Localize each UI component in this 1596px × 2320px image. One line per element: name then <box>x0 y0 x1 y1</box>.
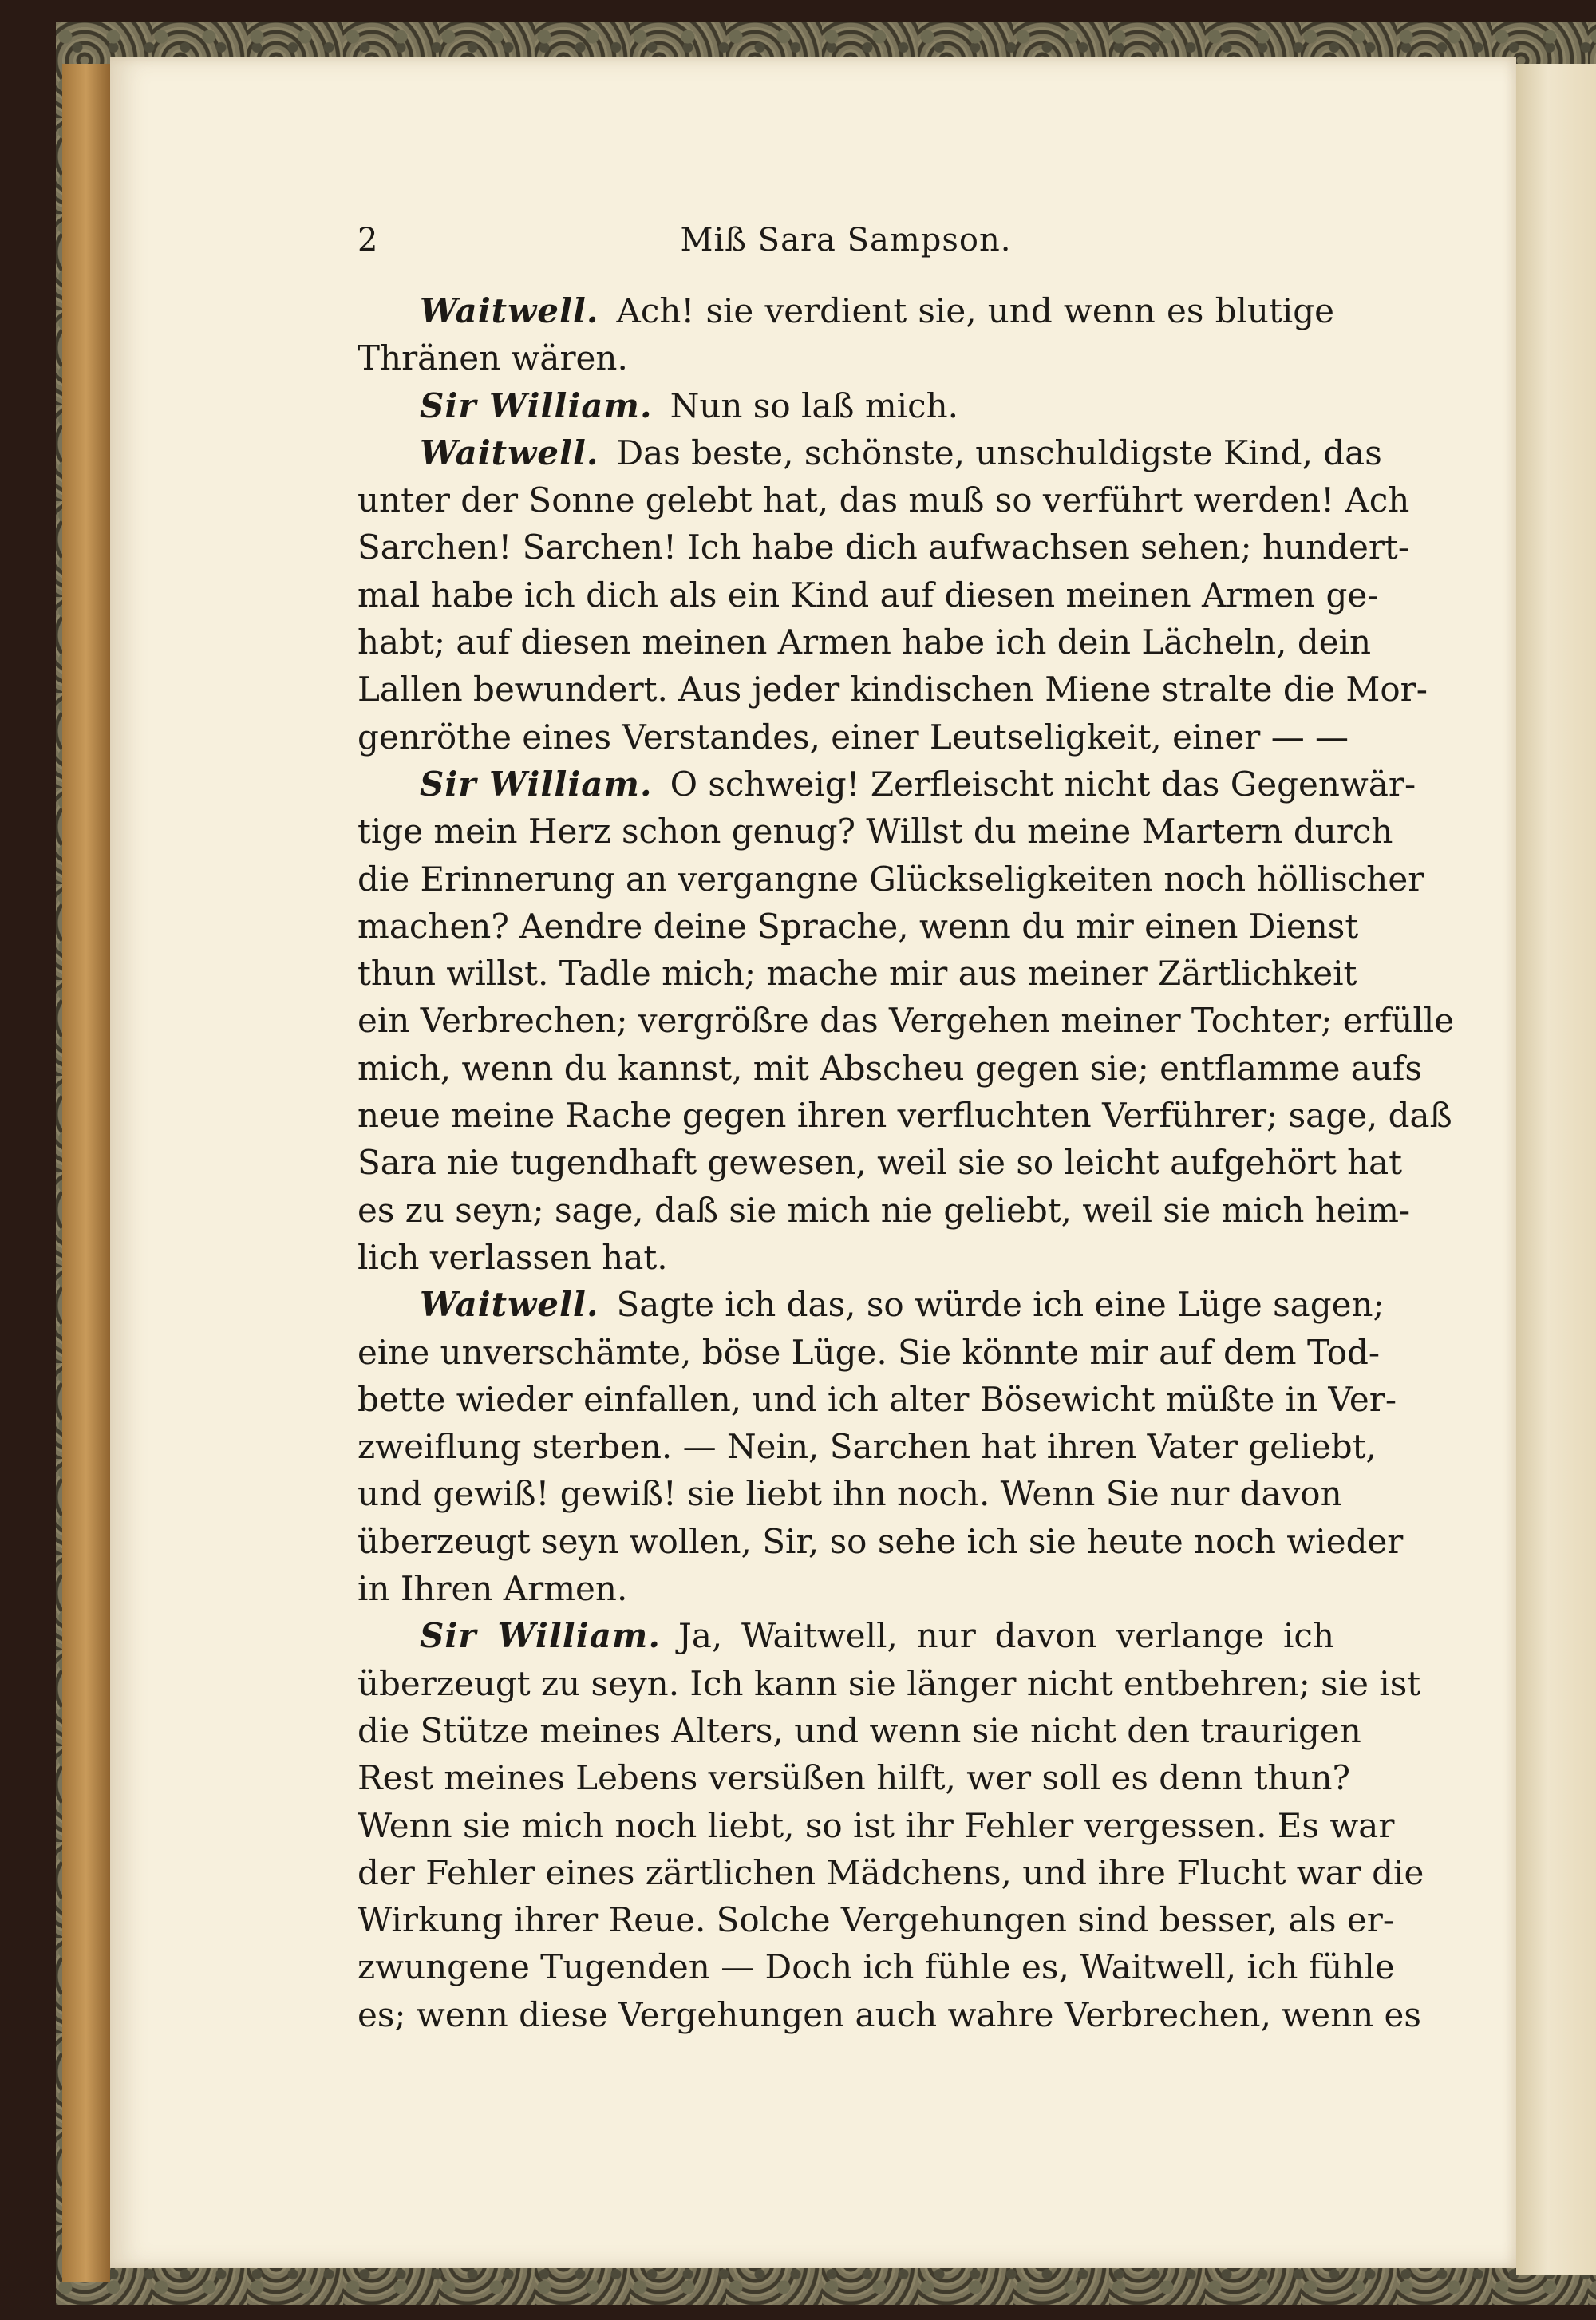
page-number: 2 <box>358 222 378 259</box>
line-text: es zu seyn; sage, daß sie mich nie geliebt, weil sie mich heim- <box>358 1190 1411 1230</box>
line-text: mich, wenn du kannst, mit Abscheu gegen sie; entflamme aufs <box>358 1048 1422 1088</box>
line-text: eine unverschämte, böse Lüge. Sie könnte mir auf dem Tod- <box>358 1332 1381 1372</box>
line-text: Ach! sie verdient sie, und wenn es blutige <box>616 291 1334 330</box>
text-line <box>358 1376 1397 1423</box>
text-line <box>358 713 1349 761</box>
line-text: zwungene Tugenden — Doch ich fühle es, Waitwell, ich fühle <box>358 1947 1395 1987</box>
line-text: Wenn sie mich noch liebt, so ist ihr Fehler vergessen. Es war <box>358 1805 1395 1845</box>
text-line <box>358 903 1359 950</box>
text-line <box>358 1329 1381 1376</box>
line-text: thun willst. Tadle mich; mache mir aus meiner Zärtlichkeit <box>358 954 1357 994</box>
line-text: habt; auf diesen meinen Armen habe ich dein Lächeln, dein <box>358 622 1372 662</box>
line-text: neue meine Rache gegen ihren verfluchten Verführer; sage, daß <box>358 1096 1452 1136</box>
text-line <box>358 1470 1342 1517</box>
text-line <box>358 1281 1385 1328</box>
line-text: die Stütze meines Alters, und wenn sie nicht den traurigen <box>358 1710 1361 1750</box>
text-line <box>358 1139 1403 1186</box>
line-text: Thränen wären. <box>358 338 628 378</box>
text-line <box>358 1802 1395 1849</box>
text-line <box>358 524 1410 571</box>
speaker-name: Sir William. <box>420 1616 661 1656</box>
line-text: O schweig! Zerfleischt nicht das Gegenwär- <box>670 764 1416 804</box>
text-line <box>358 1518 1404 1565</box>
line-text: Sagte ich das, so würde ich eine Lüge sagen; <box>616 1285 1385 1325</box>
text-line <box>358 1187 1411 1234</box>
speaker-name: Waitwell. <box>420 433 599 472</box>
text-line <box>358 950 1357 997</box>
facing-page-edge <box>1516 64 1596 2275</box>
line-text: Sara nie tugendhaft gewesen, weil sie so leicht aufgehört hat <box>358 1143 1403 1183</box>
text-line <box>358 1612 1334 1659</box>
text-line <box>358 856 1424 903</box>
text-line <box>358 1092 1452 1139</box>
line-text: unter der Sonne gelebt hat, das muß so verführt werden! Ach <box>358 480 1410 520</box>
line-text: Sarchen! Sarchen! Ich habe dich aufwachsen sehen; hundert- <box>358 528 1410 567</box>
text-line <box>358 1896 1395 1943</box>
page-edge <box>62 64 110 2282</box>
line-text: Wirkung ihrer Reue. Solche Vergehungen sind besser, als er- <box>358 1900 1395 1940</box>
line-text: in Ihren Armen. <box>358 1569 628 1609</box>
text-line <box>358 1754 1351 1801</box>
running-title: Miß Sara Sampson. <box>680 222 1012 259</box>
text-line <box>358 429 1382 476</box>
text-line <box>358 1423 1377 1470</box>
text-line <box>358 1660 1421 1707</box>
line-text: und gewiß! gewiß! sie liebt ihn noch. Wenn Sie nur davon <box>358 1474 1342 1514</box>
text-line <box>358 1943 1395 1990</box>
text-line <box>358 997 1455 1044</box>
line-text: der Fehler eines zärtlichen Mädchens, und ihre Flucht war die <box>358 1852 1424 1892</box>
line-text: Lallen bewundert. Aus jeder kindischen Miene stralte die Mor- <box>358 670 1428 709</box>
text-line <box>358 334 1334 381</box>
line-text: genröthe eines Verstandes, einer Leutseligkeit, einer — — <box>358 717 1349 757</box>
line-text: ein Verbrechen; vergrößre das Vergehen meiner Tochter; erfülle <box>358 1001 1455 1041</box>
text-line <box>358 666 1428 713</box>
speaker-name: Sir William. <box>420 764 653 804</box>
text-line <box>358 476 1410 524</box>
text-line <box>358 761 1416 808</box>
line-text: überzeugt seyn wollen, Sir, so sehe ich sie heute noch wieder <box>358 1521 1404 1561</box>
line-text: Rest meines Lebens versüßen hilft, wer soll es denn thun? <box>358 1758 1351 1798</box>
text-line <box>358 808 1393 855</box>
page-body-text <box>358 287 1455 2038</box>
text-line <box>358 1991 1421 2038</box>
speaker-name: Waitwell. <box>420 1285 599 1325</box>
line-text: lich verlassen hat. <box>358 1237 668 1277</box>
line-text: Nun so laß mich. <box>670 385 959 425</box>
text-line <box>358 1565 1334 1612</box>
speaker-name: Waitwell. <box>420 291 599 330</box>
speaker-name: Sir William. <box>420 385 653 425</box>
line-text: bette wieder einfallen, und ich alter Bösewicht müßte in Ver- <box>358 1379 1397 1419</box>
line-text: überzeugt zu seyn. Ich kann sie länger nicht entbehren; sie ist <box>358 1663 1421 1703</box>
text-line <box>358 1045 1422 1092</box>
text-line <box>358 1849 1424 1896</box>
line-text: die Erinnerung an vergangne Glückseligkeiten noch höllischer <box>358 859 1424 899</box>
line-text: tige mein Herz schon genug? Willst du meine Martern durch <box>358 812 1393 852</box>
line-text: mal habe ich dich als ein Kind auf diesen meinen Armen ge- <box>358 575 1379 615</box>
text-line <box>358 382 1334 429</box>
page-header <box>358 222 1334 270</box>
text-line <box>358 1234 1334 1281</box>
text-line <box>358 571 1379 619</box>
line-text: Ja, Waitwell, nur davon verlange ich <box>678 1616 1335 1656</box>
text-line <box>358 287 1334 334</box>
line-text: machen? Aendre deine Sprache, wenn du mir einen Dienst <box>358 906 1359 946</box>
line-text: zweiflung sterben. — Nein, Sarchen hat ihren Vater geliebt, <box>358 1427 1377 1467</box>
text-line <box>358 619 1372 666</box>
line-text: Das beste, schönste, unschuldigste Kind, das <box>616 433 1382 472</box>
line-text: es; wenn diese Vergehungen auch wahre Verbrechen, wenn es <box>358 1994 1421 2034</box>
text-line <box>358 1707 1361 1754</box>
